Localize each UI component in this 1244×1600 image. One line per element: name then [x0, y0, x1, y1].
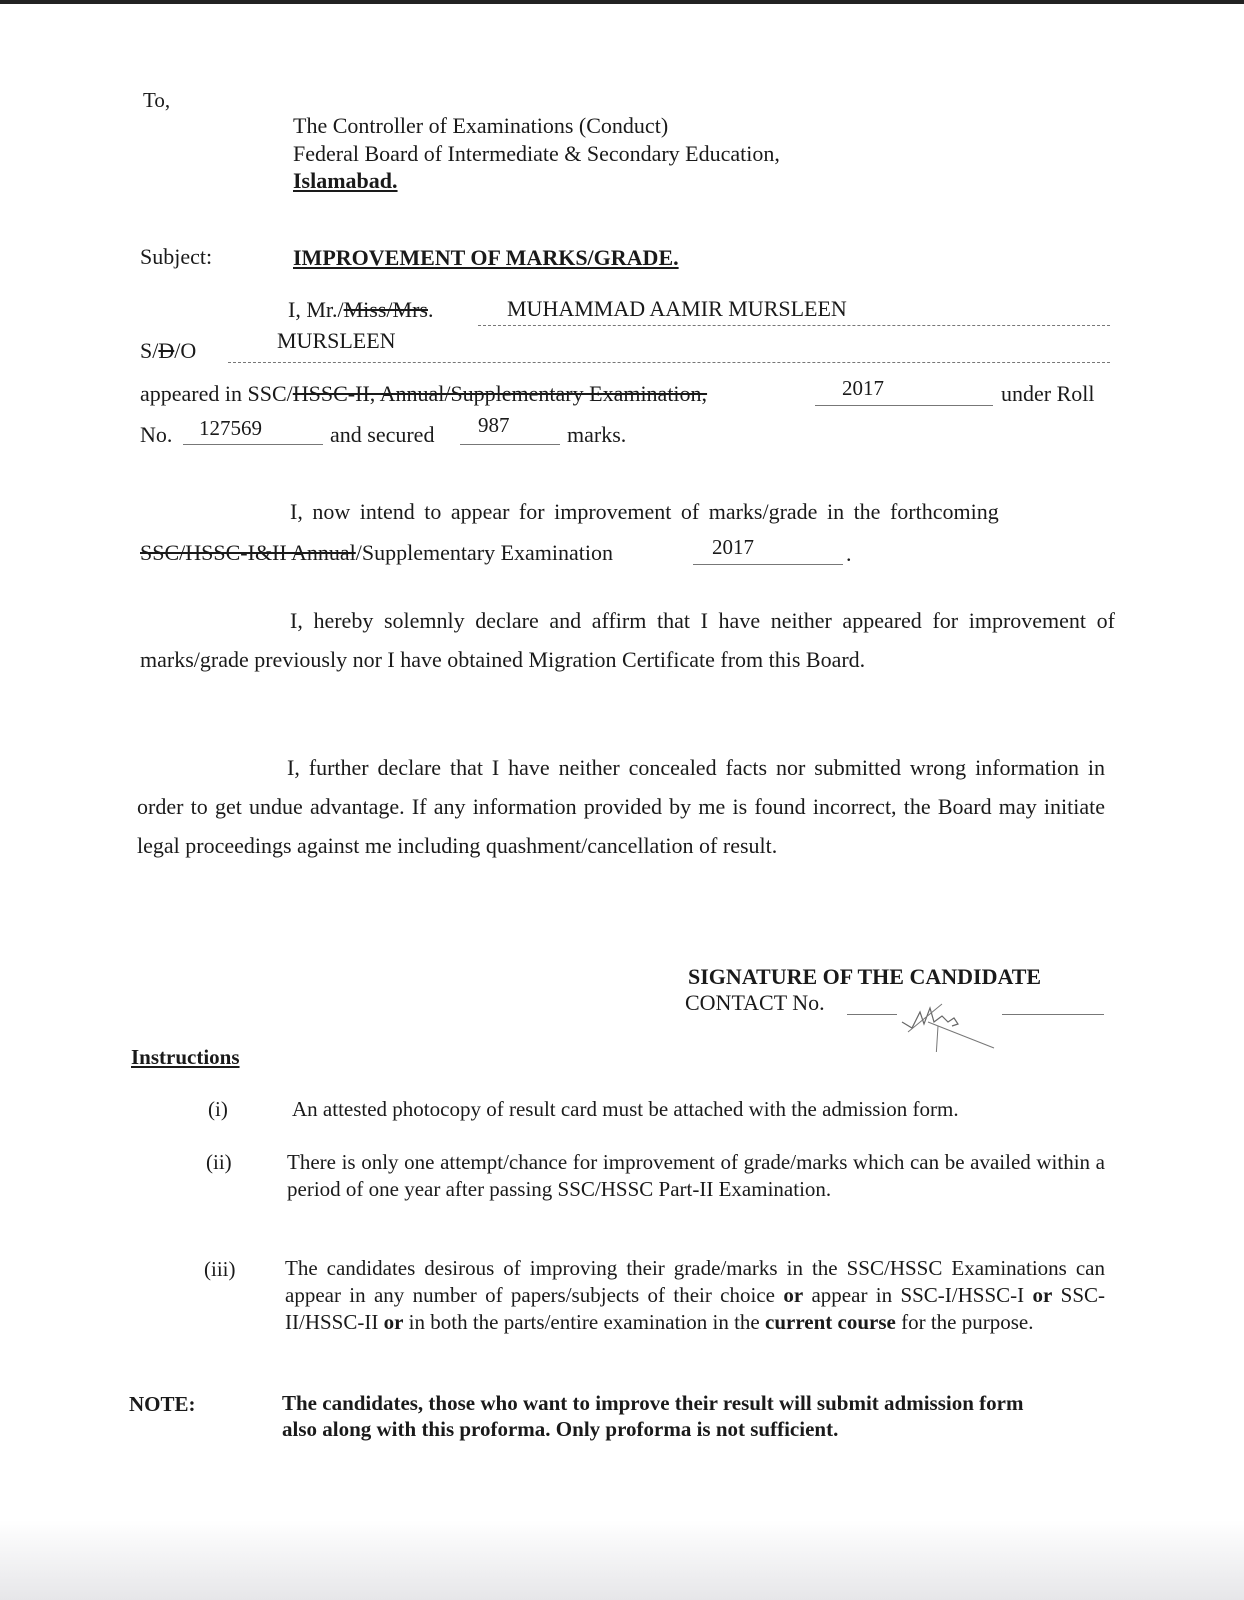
instruction-number: (iii) [204, 1257, 236, 1281]
father-name-line [228, 362, 1110, 363]
declaration-paragraph: I, hereby solemnly declare and affirm that I have neither appeared for improvement of marks/grade previously nor I have obtained Migration Certificate from this Board. [140, 608, 1115, 672]
intend-year-value[interactable]: 2017 [712, 535, 754, 559]
page-top-border [0, 0, 1244, 4]
marks-value[interactable]: 987 [478, 413, 510, 437]
intend-line-1: I, now intend to appear for improvement of marks/grade in the forthcoming [290, 499, 999, 524]
instruction-text: There is only one attempt/chance for improvement of grade/marks which can be availed within a period of one year after passing SSC/HSSC Part-II Examination. [287, 1150, 1105, 1201]
name-prefix: I, Mr./Miss/Mrs. [288, 297, 434, 322]
instruction-number: (ii) [206, 1150, 232, 1174]
recipient-line-1: The Controller of Examinations (Conduct) [293, 113, 669, 138]
contact-label: CONTACT No. [685, 990, 825, 1015]
exam-year-value[interactable]: 2017 [842, 376, 884, 400]
roll-no-value[interactable]: 127569 [199, 416, 262, 440]
note-label: NOTE: [129, 1392, 196, 1416]
exam-year-line [815, 405, 993, 406]
roll-no-label: No. [140, 422, 173, 447]
intend-line-2: SSC/HSSC-I&II Annual/Supplementary Examination [140, 540, 613, 565]
intend-year-line [693, 564, 843, 565]
candidate-name-line [478, 325, 1110, 326]
secured-label: and secured [330, 422, 435, 447]
instruction-text: An attested photocopy of result card must be attached with the admission form. [292, 1097, 959, 1121]
instructions-heading: Instructions [131, 1045, 240, 1069]
roll-no-line [183, 444, 323, 445]
marks-line [460, 444, 560, 445]
contact-line-b[interactable] [1002, 1014, 1104, 1015]
further-declaration-paragraph: I, further declare that I have neither concealed facts nor submitted wrong information in order to get undue advantage. If any information provided by me is found incorrect, the Board may initiate legal proceedings against me including quashment/cancellation of result. [137, 755, 1105, 858]
note-text: The candidates, those who want to improve their result will submit admission form also along with this proforma. Only proforma is not sufficient. [282, 1391, 1024, 1441]
salutation: To, [143, 88, 171, 112]
subject-title: IMPROVEMENT OF MARKS/GRADE. [293, 245, 679, 270]
appeared-text: appeared in SSC/HSSC-II, Annual/Supplementary Examination, [140, 381, 708, 406]
instruction-number: (i) [208, 1097, 228, 1121]
signature-scribble-icon [898, 1002, 998, 1052]
intend-period: . [846, 541, 852, 566]
marks-label: marks. [567, 422, 627, 447]
candidate-name-value[interactable]: MUHAMMAD AAMIR MURSLEEN [507, 296, 847, 321]
scan-shadow [0, 1520, 1244, 1600]
recipient-city: Islamabad. [293, 168, 398, 193]
father-name-value[interactable]: MURSLEEN [277, 328, 396, 353]
instruction-text: The candidates desirous of improving their grade/marks in the SSC/HSSC Examinations can appear in any number of papers/subjects of their choice or appear in SSC-I/HSSC-I or SSC-II/HSSC-II or in both the parts/entire examination in the current course for the purpose. [285, 1256, 1106, 1334]
contact-line-a [847, 1014, 897, 1015]
signature-title: SIGNATURE OF THE CANDIDATE [688, 964, 1042, 989]
subject-label: Subject: [140, 244, 213, 269]
relation-label: S/D/O [140, 338, 197, 363]
recipient-line-2: Federal Board of Intermediate & Secondary Education, [293, 141, 780, 166]
under-roll-label: under Roll [1001, 381, 1095, 406]
